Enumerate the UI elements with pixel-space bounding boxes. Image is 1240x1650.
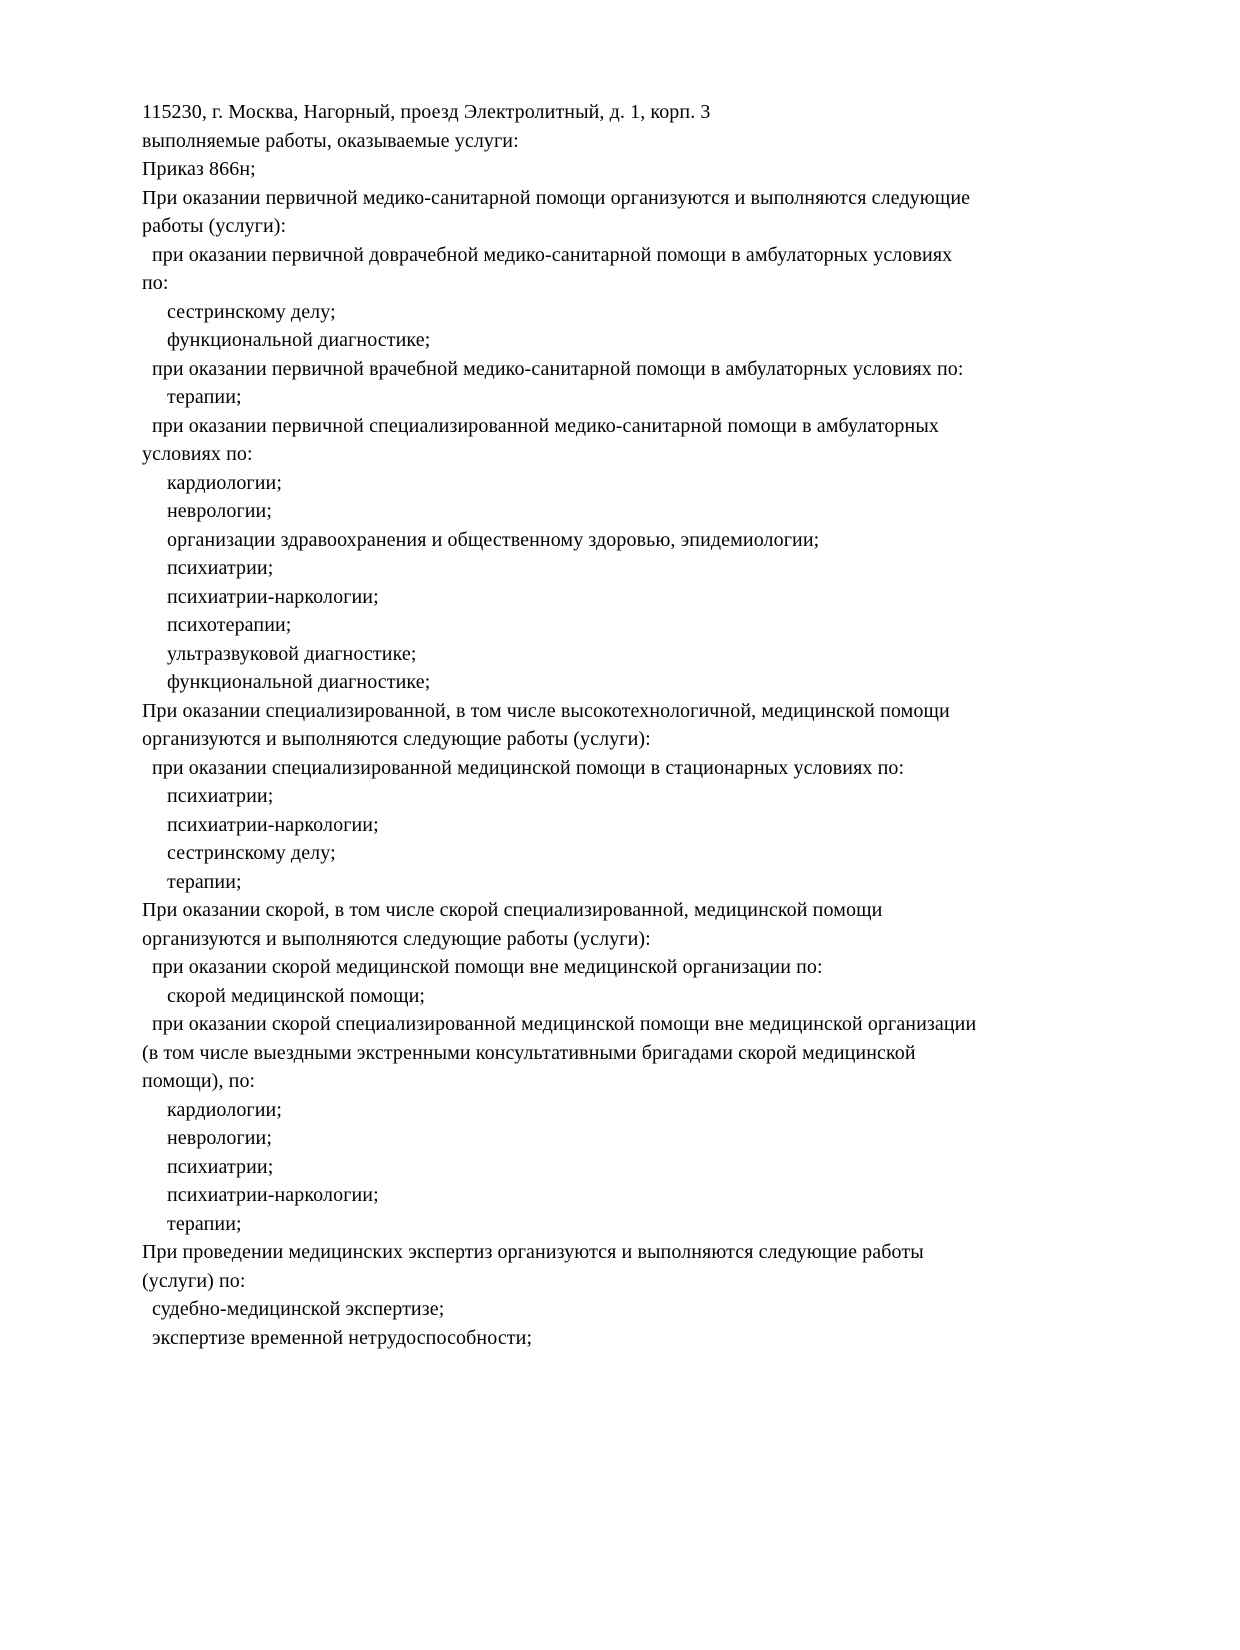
text-line: (в том числе выездными экстренными консультативными бригадами скорой медицинской [142,1041,916,1064]
text-line: психотерапии; [167,614,292,636]
text-line: (услуги) по: [142,1269,246,1292]
text-line: психиатрии; [167,1155,274,1178]
text-line: при оказании первичной врачебной медико-санитарной помощи в амбулаторных условиях по: [152,357,964,380]
text-line: организуются и выполняются следующие работы (услуги): [142,728,651,750]
text-line: функциональной диагностике; [167,329,431,351]
text-line: 115230, г. Москва, Нагорный, проезд Электролитный, д. 1, корп. 3 [142,101,711,123]
text-line: психиатрии; [167,785,274,807]
text-line: по: [142,272,169,294]
text-line: работы (услуги): [142,215,287,237]
text-line: неврологии; [167,1127,273,1149]
text-line: психиатрии; [167,557,274,579]
text-line: выполняемые работы, оказываемые услуги: [142,129,519,152]
text-line: Приказ 866н; [142,158,256,180]
text-line: функциональной диагностике; [167,671,431,693]
text-line: при оказании скорой медицинской помощи вне медицинской организации по: [152,956,823,978]
text-line: При проведении медицинских экспертиз организуются и выполняются следующие работы [142,1241,924,1263]
text-line: сестринскому делу; [167,300,336,323]
text-line: при оказании скорой специализированной медицинской помощи вне медицинской организации [152,1013,977,1035]
text-line: кардиологии; [167,1098,282,1121]
text-line: терапии; [167,386,242,408]
text-line: При оказании специализированной, в том числе высокотехнологичной, медицинской помощи [142,699,950,722]
text-line: сестринскому делу; [167,842,336,864]
text-line: экспертизе временной нетрудоспособности; [152,1326,533,1349]
text-line: судебно-медицинской экспертизе; [152,1298,445,1320]
text-line: психиатрии-наркологии; [167,585,379,608]
text-line: психиатрии-наркологии; [167,1184,379,1206]
text-line: При оказании первичной медико-санитарной помощи организуются и выполняются следующие [142,186,971,209]
text-line: при оказании специализированной медицинской помощи в стационарных условиях по: [152,756,905,779]
text-line: при оказании первичной доврачебной медико-санитарной помощи в амбулаторных условиях [152,243,953,266]
text-line: ультразвуковой диагностике; [167,642,417,665]
text-line: организуются и выполняются следующие работы (услуги): [142,927,651,950]
text-line: терапии; [167,1212,242,1235]
text-line: терапии; [167,870,242,893]
document-text-block [142,98,1202,1352]
text-line: условиях по: [142,443,253,465]
text-line: скорой медицинской помощи; [167,984,426,1007]
text-line: психиатрии-наркологии; [167,813,379,836]
text-line: помощи), по: [142,1070,256,1092]
text-line: при оказании первичной специализированной медико-санитарной помощи в амбулаторных [152,414,939,437]
text-line: организации здравоохранения и общественному здоровью, эпидемиологии; [167,528,820,551]
text-line: неврологии; [167,500,273,522]
text-line: кардиологии; [167,471,282,494]
text-line: При оказании скорой, в том числе скорой специализированной, медицинской помощи [142,899,883,921]
